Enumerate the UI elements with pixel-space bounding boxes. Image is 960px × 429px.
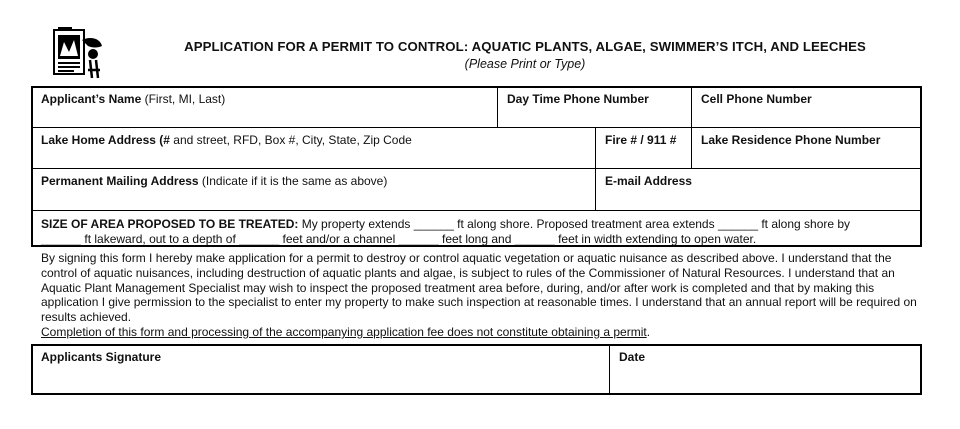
applicant-name-hint: (First, MI, Last) xyxy=(141,92,226,106)
dnr-logo xyxy=(52,26,106,82)
certification-text: By signing this form I hereby make application for a permit to destroy or control aquatic vegetation or aquatic nuisance as described above. I understand that the control of aquatic nuisances, including destruction of aquatic plants and algae, is subject to rules of the Commissioner of Natural Resources. I understand that an Aquatic Plant Management Specialist may wish to inspect the proposed treatment area before, during, and/or after work is completed and that by making this application I give permission to the specialist to enter my property to make such inspection at reasonable times. I understand that an annual report will be required on results achieved. xyxy=(41,251,917,325)
treatment-area-line1: My property extends ______ ft along shore. Proposed treatment area extends ______ ft along shore by xyxy=(298,217,851,231)
applicant-signature-label: Applicants Signature xyxy=(41,350,162,364)
form-subtitle: (Please Print or Type) xyxy=(464,57,586,71)
cell-phone-field[interactable] xyxy=(701,92,812,106)
day-phone-field[interactable] xyxy=(507,92,649,106)
signature-box xyxy=(31,344,922,395)
mailing-address-field[interactable] xyxy=(41,174,387,188)
permit-disclaimer-end: . xyxy=(646,324,651,339)
lake-address-field[interactable] xyxy=(41,133,412,147)
treatment-area-line2: ______ ft lakeward, out to a depth of ______ feet and/or a channel ______ feet long and ______ feet in width extending to open water. xyxy=(41,231,757,246)
applicant-name-label: Applicant’s Name xyxy=(41,92,142,106)
applicant-name-field[interactable] xyxy=(41,92,225,106)
fire-number-label: Fire # / 911 # xyxy=(605,133,677,147)
certification-statement xyxy=(41,251,921,340)
date-field[interactable] xyxy=(619,350,645,364)
date-label: Date xyxy=(619,350,646,364)
cell-phone-label: Cell Phone Number xyxy=(701,92,812,106)
mailing-address-hint: (Indicate if it is the same as above) xyxy=(198,174,388,188)
email-field[interactable] xyxy=(605,174,692,188)
lake-address-label: Lake Home Address (# xyxy=(41,133,170,147)
day-phone-label: Day Time Phone Number xyxy=(507,92,649,106)
permit-disclaimer: Completion of this form and processing of the accompanying application fee does not constitute obtaining a permit xyxy=(41,324,647,339)
mailing-address-label: Permanent Mailing Address xyxy=(41,174,199,188)
lake-phone-label: Lake Residence Phone Number xyxy=(701,133,881,147)
form-title: APPLICATION FOR A PERMIT TO CONTROL: AQUATIC PLANTS, ALGAE, SWIMMER’S ITCH, AND LEECHES xyxy=(184,39,866,54)
treatment-area-heading: SIZE OF AREA PROPOSED TO BE TREATED: xyxy=(41,217,299,231)
lake-address-hint: and street, RFD, Box #, City, State, Zip Code xyxy=(169,133,412,147)
lake-phone-field[interactable] xyxy=(701,133,880,147)
email-label: E-mail Address xyxy=(605,174,692,188)
applicant-signature-field[interactable] xyxy=(41,350,161,364)
fire-number-field[interactable] xyxy=(605,133,676,147)
treatment-area-section[interactable] xyxy=(41,217,919,246)
